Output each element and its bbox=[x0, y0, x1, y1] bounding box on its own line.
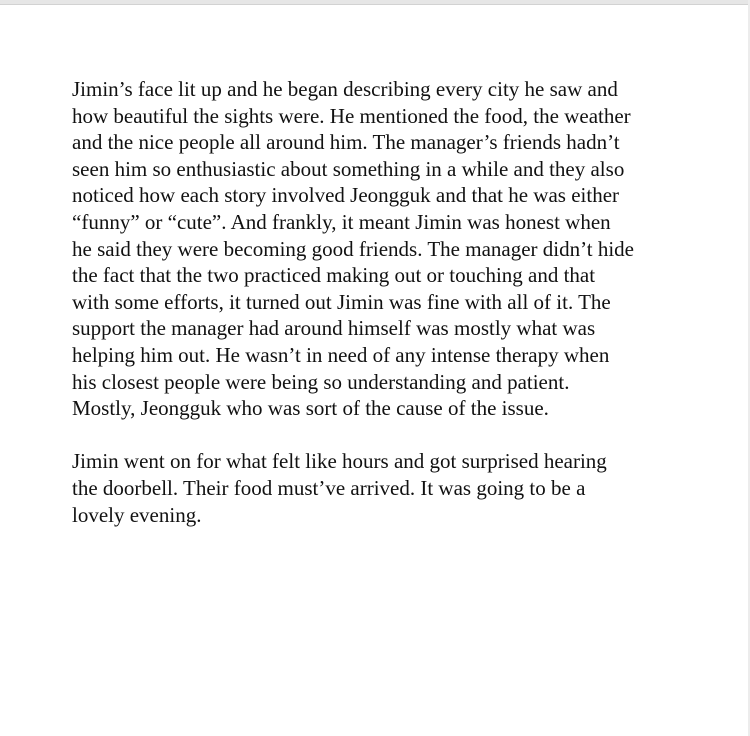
paragraph-1: Jimin’s face lit up and he began describing every city he saw and how beautiful the sights were. He mentioned the food, the weather and the nice people all around him. The manager’s friends hadn’t seen him so enthusiastic about something in a while and they also noticed how each story involved Jeongguk and that he was either “funny” or “cute”. And frankly, it meant Jimin was honest when he said they were becoming good friends. The manager didn’t hide the fact that the two practiced making out or touching and that with some efforts, it turned out Jimin was fine with all of it. The support the manager had around himself was mostly what was helping him out. He wasn’t in need of any intense therapy when his closest people were being so understanding and patient. Mostly, Jeongguk who was sort of the cause of the issue. bbox=[72, 77, 634, 421]
paragraph-2: Jimin went on for what felt like hours and got surprised hearing the doorbell. Their food must’ve arrived. It was going to be a lovely evening. bbox=[72, 449, 607, 527]
document-page bbox=[72, 76, 684, 528]
top-border bbox=[0, 0, 750, 5]
